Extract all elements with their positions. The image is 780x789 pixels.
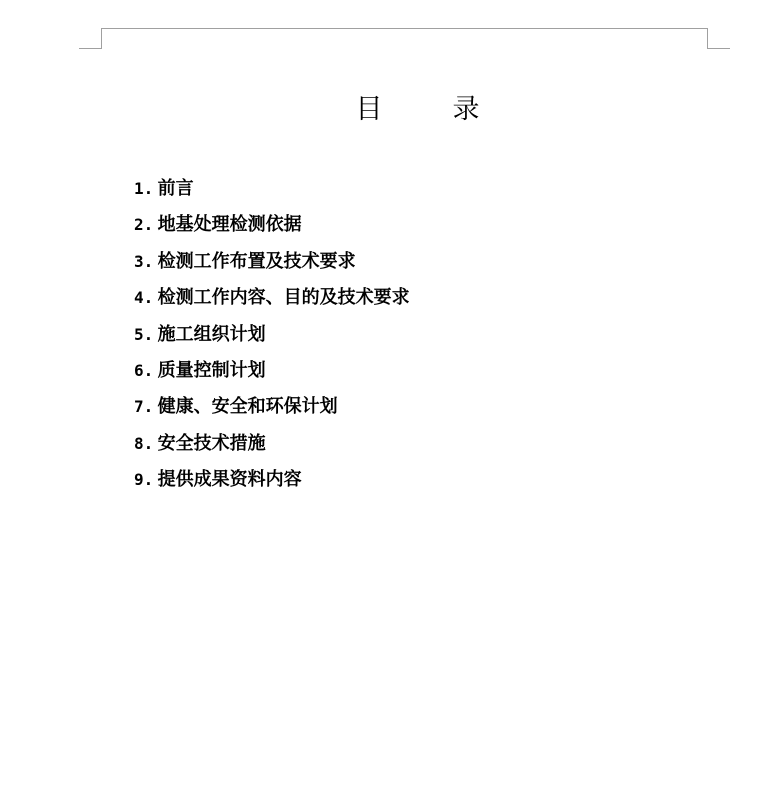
toc-item-number: 6 (134, 360, 144, 380)
toc-item-text: 提供成果资料内容 (157, 469, 302, 491)
toc-item (134, 357, 410, 393)
margin-mark-top-right (707, 28, 730, 49)
toc-item (134, 175, 410, 211)
toc-item-number: 9 (134, 470, 144, 490)
toc-item-number: 8 (134, 433, 144, 453)
toc-item-number: 5 (134, 324, 144, 344)
toc-item (134, 393, 410, 429)
toc-item (134, 248, 410, 284)
toc-item (134, 284, 410, 320)
toc-item-text: 施工组织计划 (157, 323, 266, 345)
toc-item-text: 检测工作布置及技术要求 (157, 250, 356, 272)
margin-mark-top-left (79, 28, 102, 49)
toc-item-text: 质量控制计划 (157, 359, 266, 381)
toc-item-text: 地基处理检测依据 (157, 214, 302, 236)
toc-item (134, 466, 410, 502)
toc-item-separator: . (143, 179, 154, 198)
toc-item-number: 7 (134, 397, 144, 417)
toc-item-separator: . (143, 470, 154, 490)
toc-item-text: 前言 (157, 178, 194, 199)
header-boundary-line (101, 28, 707, 29)
toc-item-text: 检测工作内容、目的及技术要求 (157, 287, 410, 309)
toc-item-separator: . (143, 324, 154, 344)
toc-item-number: 1 (134, 179, 144, 198)
title-char-2: 录 (452, 94, 480, 125)
toc-item-number: 2 (134, 215, 144, 235)
toc-item-text: 安全技术措施 (157, 432, 266, 454)
toc-item (134, 430, 410, 466)
toc-item-separator: . (143, 251, 154, 271)
toc-item-separator: . (143, 360, 154, 380)
page-title (0, 92, 780, 128)
toc-item (134, 321, 410, 357)
toc-item-separator: . (143, 215, 154, 235)
toc-item-number: 3 (134, 251, 144, 271)
toc-item-separator: . (143, 433, 154, 453)
table-of-contents (134, 175, 410, 503)
toc-item-separator: . (143, 288, 154, 308)
toc-item-separator: . (143, 397, 154, 417)
title-char-1: 目 (355, 94, 383, 125)
toc-item-number: 4 (134, 288, 144, 308)
toc-item-text: 健康、安全和环保计划 (157, 396, 338, 418)
toc-item (134, 211, 410, 247)
